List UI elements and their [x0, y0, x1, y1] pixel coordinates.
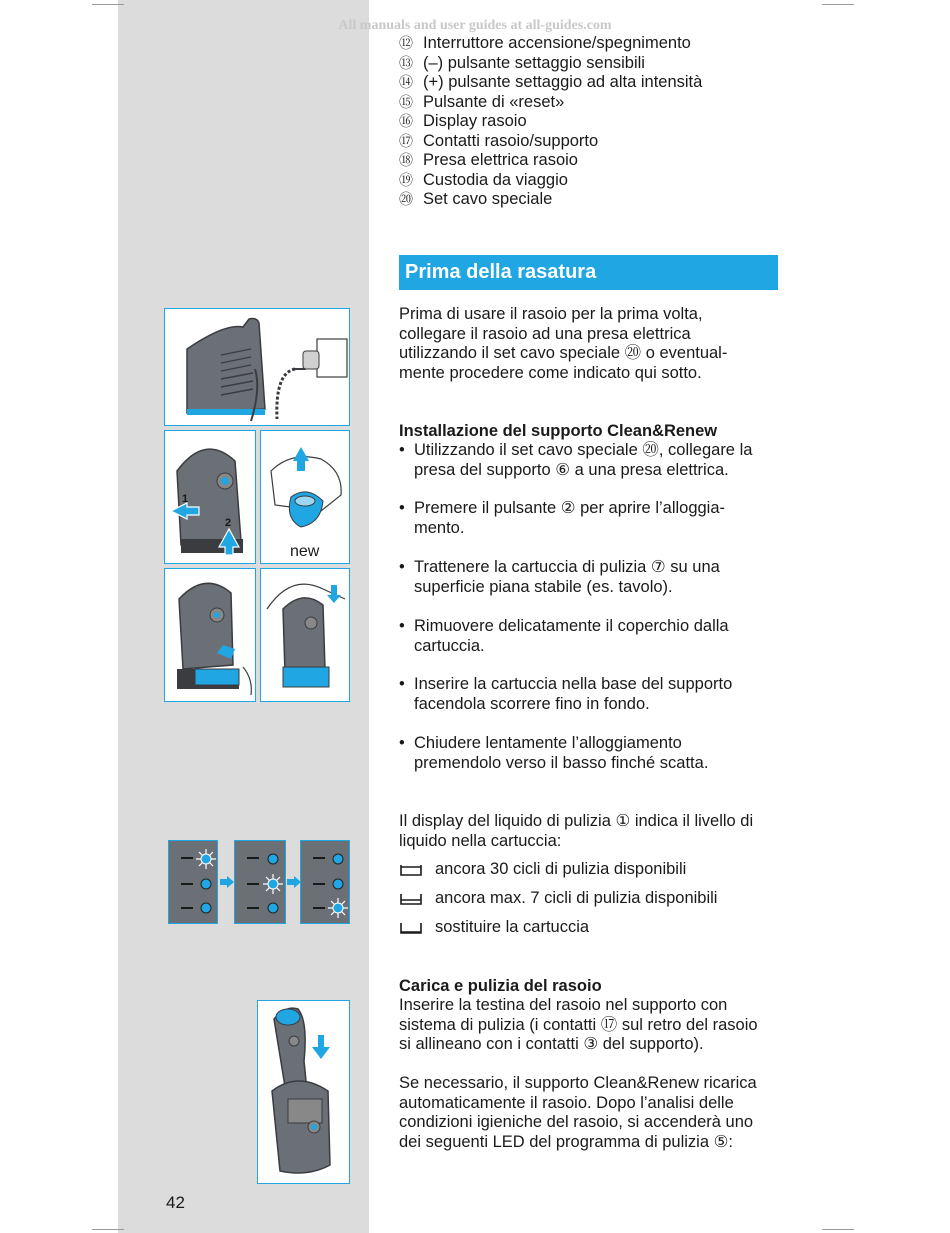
arrow-number: 1: [182, 493, 189, 505]
level-label: ancora 30 cicli di pulizia disponibili: [435, 859, 687, 878]
list-item: [399, 34, 702, 54]
bullet: •: [399, 499, 405, 517]
text-line: presa del supporto ⑥ a una presa elettrica.: [414, 460, 729, 479]
list-item: [399, 54, 702, 74]
list-item: [399, 151, 702, 171]
part-number: ⑮: [399, 93, 413, 110]
level-list: [399, 855, 784, 942]
list-item: [399, 884, 784, 913]
list-item: [399, 112, 702, 132]
bullet: •: [399, 617, 405, 635]
install-step: [399, 558, 784, 597]
text-line: Se necessario, il supporto Clean&Renew ricarica: [399, 1074, 757, 1092]
text-line: mente procedere come indicato qui sotto.: [399, 363, 702, 382]
close-housing-illustration: [261, 569, 350, 702]
part-number: ⑳: [399, 191, 413, 207]
text-line: utilizzando il set cavo speciale ⑳ o eventual-: [399, 344, 728, 362]
figure-close-housing: [260, 568, 350, 702]
level-label: sostituire la cartuccia: [435, 917, 590, 936]
part-number: ⑬: [399, 54, 413, 71]
figure-new-cartridge: [260, 430, 350, 564]
install-step: [399, 734, 784, 773]
parts-list: [399, 34, 702, 210]
list-item: [399, 190, 702, 210]
level-label: ancora max. 7 cicli di pulizia disponibili: [435, 888, 718, 907]
charge-heading: Carica e pulizia del rasoio: [399, 977, 602, 995]
level-half-icon: [399, 892, 423, 906]
text-line: superficie piana stabile (es. tavolo).: [414, 577, 673, 596]
led-panel-illustration: [169, 841, 218, 924]
page-number: 42: [166, 1193, 185, 1212]
text-line: si allineano con i contatti ③ del supporto).: [399, 1035, 704, 1053]
text-line: Inserire la cartuccia nella base del supporto: [414, 675, 733, 693]
section-title: Prima della rasatura: [399, 255, 778, 290]
list-item: [399, 913, 784, 942]
arrow-right-icon: [287, 876, 301, 888]
part-number: ⑯: [399, 113, 413, 129]
display-paragraph: [399, 812, 784, 851]
install-step: [399, 617, 784, 656]
part-number: ⑱: [399, 152, 413, 168]
text-line: collegare il rasoio ad una presa elettrica: [399, 324, 691, 343]
watermark: All manuals and user guides at all-guides.com: [338, 18, 612, 33]
text-line: Trattenere la cartuccia di pulizia ⑦ su una: [414, 558, 720, 576]
arrow-right-icon: [220, 876, 234, 888]
crop-mark: [822, 4, 854, 5]
new-label: new: [290, 543, 320, 560]
led-panel-illustration: [235, 841, 286, 924]
list-item: [399, 73, 702, 93]
intro-paragraph: [399, 305, 784, 383]
part-label: Set cavo speciale: [423, 190, 553, 208]
text-line: sistema di pulizia (i contatti ⑰ sul retro del rasoio: [399, 1015, 758, 1034]
figure-led-state-empty: [300, 840, 350, 924]
install-step: [399, 675, 784, 714]
text-line: Premere il pulsante ② per aprire l’alloggia-: [414, 499, 726, 517]
text-line: Utilizzando il set cavo speciale ⑳, collegare la: [414, 441, 753, 459]
figure-led-state-full: [168, 840, 218, 924]
install-step: [399, 499, 784, 538]
figure-insert-cartridge: [164, 568, 256, 702]
part-label: Contatti rasoio/supporto: [423, 131, 599, 150]
insert-cartridge-illustration: [165, 569, 256, 702]
open-housing-illustration: [165, 431, 256, 564]
text-line: Inserire la testina del rasoio nel supporto con: [399, 996, 728, 1014]
text-line: Prima di usare il rasoio per la prima volta,: [399, 305, 703, 323]
figure-station-plug: [164, 308, 350, 426]
text-line: automaticamente il rasoio. Dopo l’analisi delle: [399, 1093, 734, 1112]
led-panel-illustration: [301, 841, 350, 924]
part-label: Display rasoio: [423, 112, 527, 130]
shaver-in-station-illustration: [258, 1001, 350, 1184]
figure-open-housing: [164, 430, 256, 564]
list-item: [399, 171, 702, 191]
bullet: •: [399, 558, 405, 576]
part-number: ⑰: [399, 132, 413, 149]
text-line: Rimuovere delicatamente il coperchio dalla: [414, 617, 729, 635]
figure-led-state-half: [234, 840, 286, 924]
level-full-icon: [399, 863, 423, 877]
part-label: Presa elettrica rasoio: [423, 151, 578, 169]
part-number: ⑫: [399, 35, 413, 51]
text-line: mento.: [414, 518, 465, 537]
bullet: •: [399, 675, 405, 693]
text-line: liquido nella cartuccia:: [399, 831, 562, 850]
text-line: cartuccia.: [414, 636, 485, 655]
text-line: condizioni igieniche del rasoio, si accenderà uno: [399, 1113, 754, 1131]
part-number: ⑲: [399, 171, 413, 188]
crop-mark: [92, 1229, 124, 1230]
level-empty-icon: [399, 921, 423, 935]
part-label: Interruttore accensione/spegnimento: [423, 34, 691, 52]
crop-mark: [92, 4, 124, 5]
charge-paragraph-2: [399, 1074, 784, 1152]
part-label: Pulsante di «reset»: [423, 92, 565, 111]
part-number: ⑭: [399, 74, 413, 90]
station-plug-illustration: [165, 309, 350, 426]
text-line: dei seguenti LED del programma di pulizia ⑤:: [399, 1132, 733, 1151]
list-item: [399, 132, 702, 152]
text-line: premendolo verso il basso finché scatta.: [414, 753, 709, 772]
list-item: [399, 855, 784, 884]
bullet: •: [399, 734, 405, 752]
figure-shaver-in-station: [257, 1000, 350, 1184]
text-line: Chiudere lentamente l’alloggiamento: [414, 734, 682, 752]
text-line: facendola scorrere fino in fondo.: [414, 694, 650, 713]
part-label: (+) pulsante settaggio ad alta intensità: [423, 73, 703, 91]
charge-paragraph: [399, 996, 784, 1055]
text-line: Il display del liquido di pulizia ① indica il livello di: [399, 812, 754, 830]
part-label: (–) pulsante settaggio sensibili: [423, 53, 645, 72]
crop-mark: [822, 1229, 854, 1230]
part-label: Custodia da viaggio: [423, 170, 568, 189]
arrow-number: 2: [225, 517, 232, 529]
install-step: [399, 441, 784, 480]
install-heading: Installazione del supporto Clean&Renew: [399, 422, 718, 440]
bullet: •: [399, 441, 405, 459]
list-item: [399, 93, 702, 113]
